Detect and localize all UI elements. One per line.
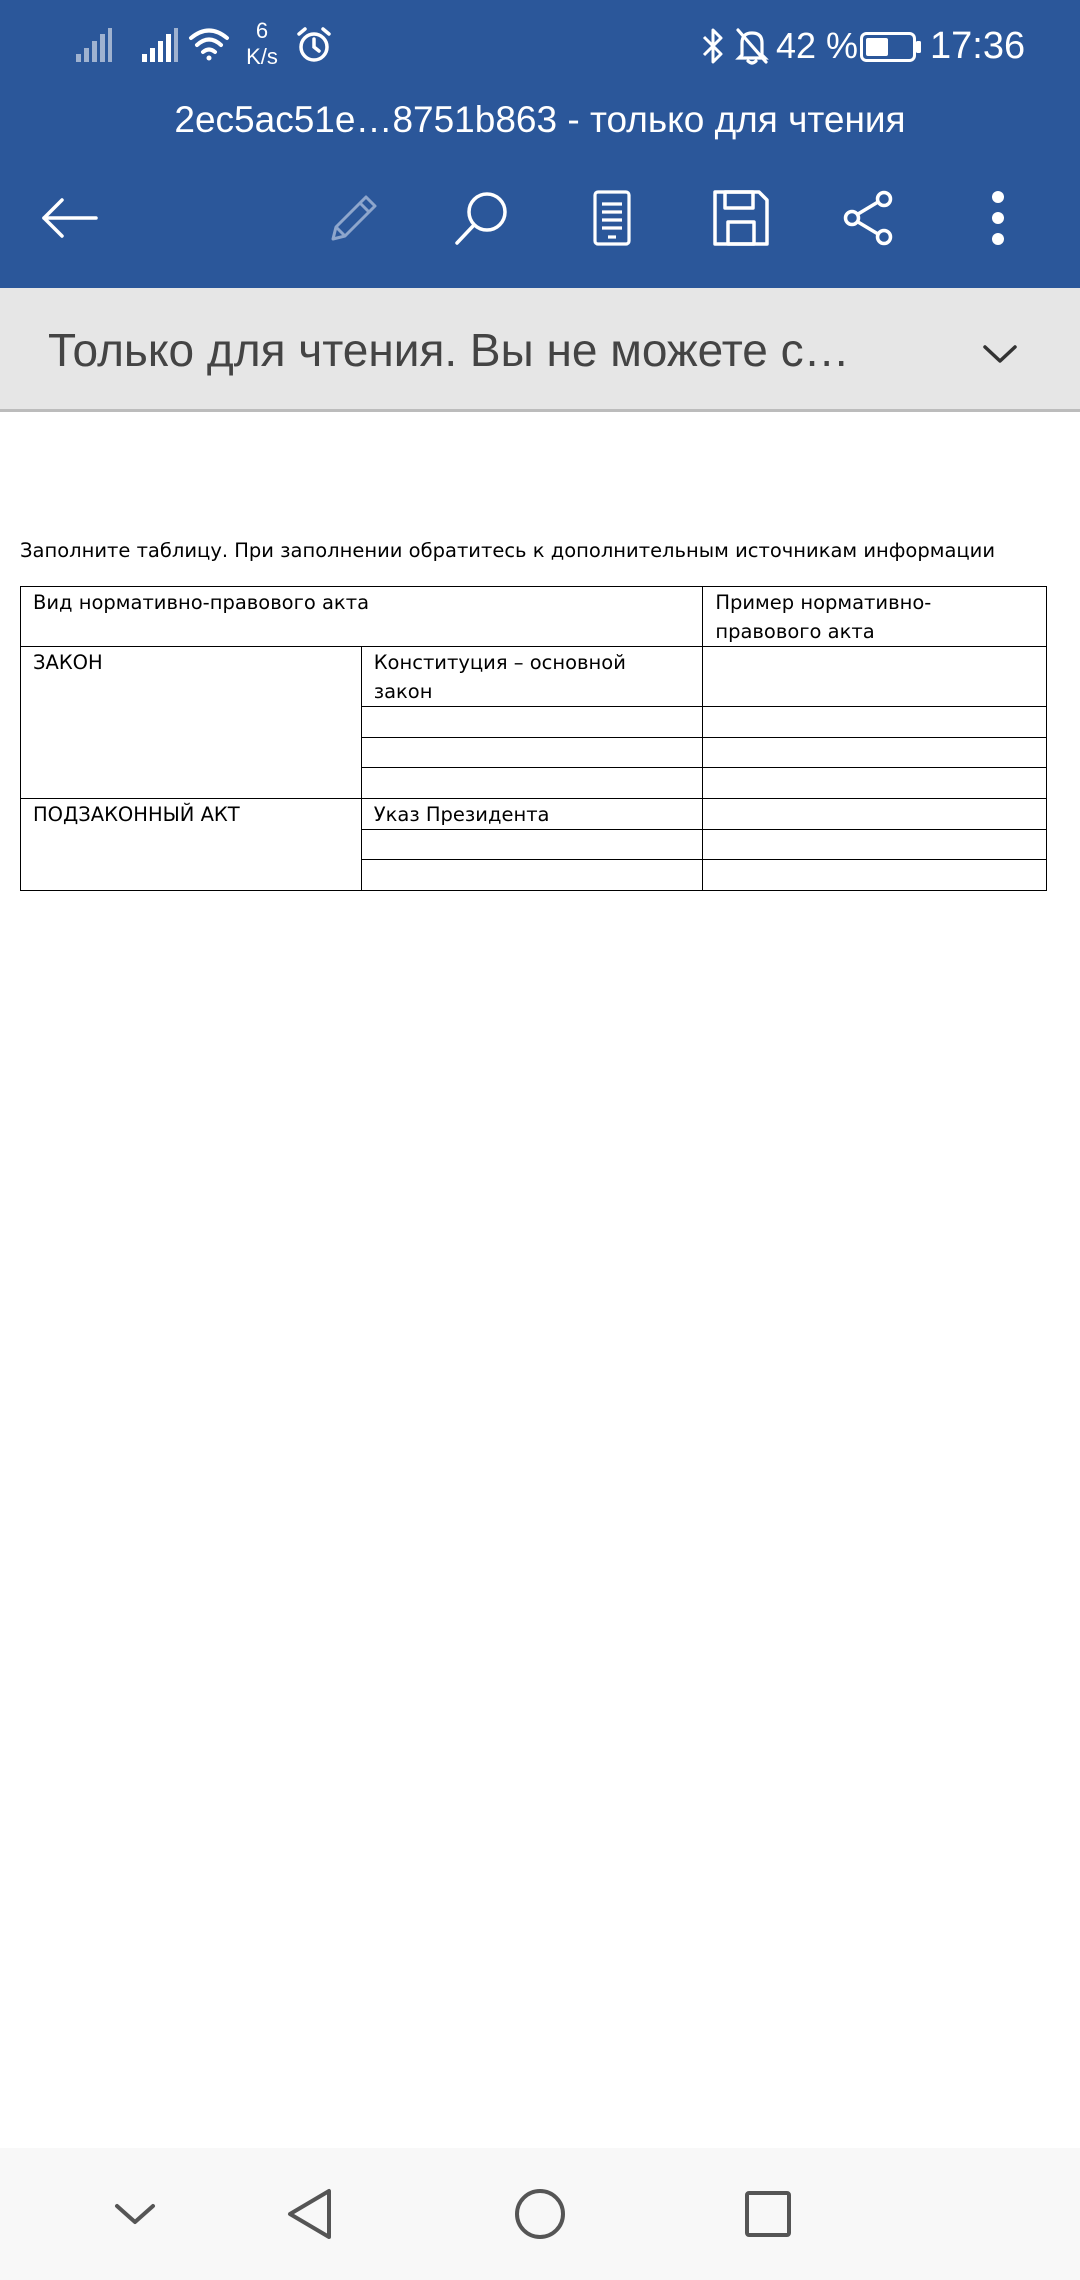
nav-home-icon <box>513 2187 567 2246</box>
subtype-cell <box>361 707 703 738</box>
wifi-icon <box>188 26 230 69</box>
header-type: Вид нормативно-правового акта <box>21 587 703 647</box>
edit-button[interactable] <box>314 180 394 260</box>
example-cell <box>703 737 1047 768</box>
expand-banner-button[interactable] <box>960 316 1040 396</box>
nav-home-button[interactable] <box>500 2176 580 2256</box>
status-bar <box>0 0 1080 92</box>
alarm-icon <box>296 26 332 69</box>
nav-recent-icon <box>743 2189 793 2244</box>
doc-table <box>20 586 1047 891</box>
more-icon <box>990 190 1006 251</box>
clock: 17:36 <box>930 25 1026 67</box>
mobile-view-button[interactable] <box>572 180 652 260</box>
save-button[interactable] <box>701 180 781 260</box>
battery-percent: 42 % <box>776 25 859 66</box>
example-cell <box>703 768 1047 799</box>
instruction-text: Заполните таблицу. При заполнении обратитесь к дополнительным источникам информации <box>20 539 996 562</box>
example-cell <box>703 829 1047 860</box>
nav-back-icon <box>285 2187 335 2246</box>
table-header-row <box>21 587 1047 647</box>
app-header <box>0 0 1080 288</box>
share-button[interactable] <box>829 180 909 260</box>
read-only-banner[interactable] <box>0 288 1080 412</box>
nav-recent-button[interactable] <box>728 2176 808 2256</box>
example-cell <box>703 647 1047 707</box>
save-icon <box>712 189 770 252</box>
subtype-cell <box>361 829 703 860</box>
mute-icon <box>734 26 770 71</box>
pencil-icon <box>326 190 382 251</box>
bluetooth-icon <box>700 26 726 71</box>
read-only-message: Только для чтения. Вы не можете с… <box>48 324 850 376</box>
signal-icon <box>140 28 180 69</box>
signal-icon <box>74 28 114 69</box>
mobile-view-icon <box>592 190 632 251</box>
share-icon <box>841 190 897 251</box>
search-button[interactable] <box>442 180 522 260</box>
hide-nav-button[interactable] <box>95 2176 175 2256</box>
example-cell <box>703 860 1047 891</box>
back-arrow-icon <box>40 196 100 245</box>
system-nav-bar <box>0 2148 1080 2280</box>
document-canvas[interactable] <box>0 415 1080 2145</box>
category-cell: ЗАКОН <box>21 647 362 799</box>
subtype-cell <box>361 860 703 891</box>
search-icon <box>453 189 511 252</box>
more-options-button[interactable] <box>958 180 1038 260</box>
document-title: 2ec5ac51e…8751b863 - только для чтения <box>174 99 906 140</box>
hide-nav-icon <box>113 2201 157 2232</box>
subtype-cell: Указ Президента <box>361 798 703 829</box>
header-example: Пример нормативно-правового акта <box>703 587 1047 647</box>
back-button[interactable] <box>30 180 110 260</box>
subtype-cell <box>361 737 703 768</box>
subtype-cell <box>361 768 703 799</box>
example-cell <box>703 707 1047 738</box>
subtype-cell: Конституция – основной закон <box>361 647 703 707</box>
network-speed: 6 K/s <box>246 18 278 69</box>
table-row <box>21 798 1047 829</box>
nav-back-button[interactable] <box>270 2176 350 2256</box>
chevron-down-icon <box>982 343 1018 370</box>
example-cell <box>703 798 1047 829</box>
battery-icon <box>860 32 922 67</box>
table-row <box>21 647 1047 707</box>
category-cell: ПОДЗАКОННЫЙ АКТ <box>21 798 362 890</box>
